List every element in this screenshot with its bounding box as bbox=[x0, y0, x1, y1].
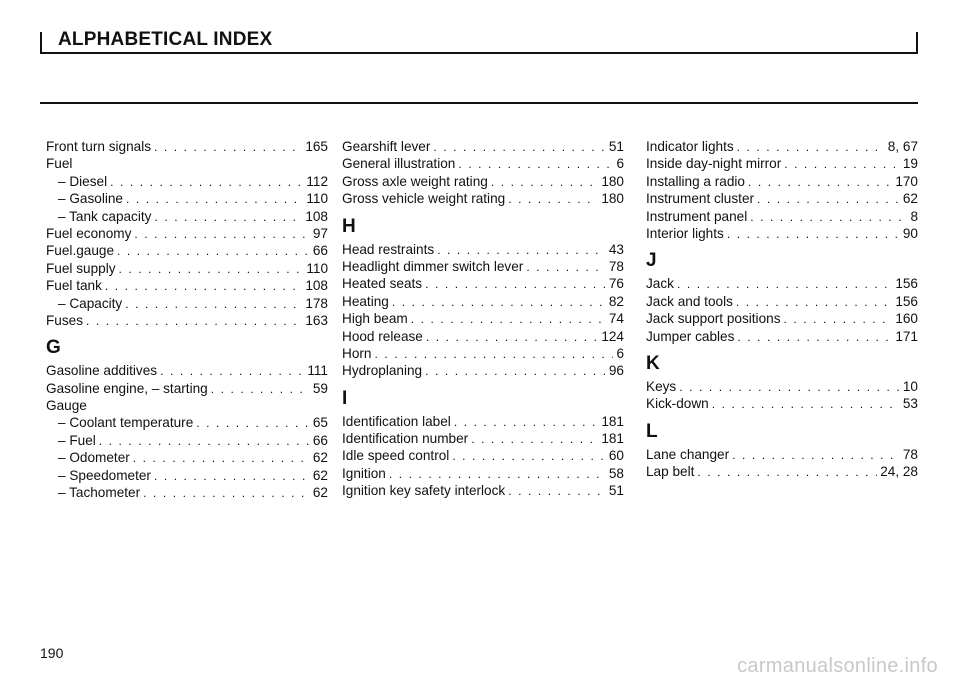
dot-leader bbox=[677, 276, 892, 293]
page-title: ALPHABETICAL INDEX bbox=[58, 29, 273, 50]
entry-page: 66 bbox=[312, 432, 328, 448]
entry-page: 8 bbox=[910, 208, 918, 224]
entry-page: 62 bbox=[312, 450, 328, 466]
index-column-1 bbox=[46, 138, 328, 501]
index-subentry bbox=[46, 295, 328, 312]
dot-leader bbox=[125, 296, 302, 313]
entry-page: 171 bbox=[895, 328, 918, 344]
entry-page: 6 bbox=[616, 345, 624, 361]
dot-leader bbox=[143, 485, 310, 502]
entry-page: 112 bbox=[306, 173, 328, 189]
dot-leader bbox=[526, 259, 606, 276]
index-entry bbox=[46, 242, 328, 259]
dot-leader bbox=[374, 346, 613, 363]
index-heading: Gauge bbox=[46, 398, 87, 414]
entry-page: 53 bbox=[902, 396, 918, 412]
entry-label: Fuel supply bbox=[46, 260, 116, 276]
index-subentry bbox=[46, 432, 328, 449]
entry-label: – Gasoline bbox=[58, 191, 123, 207]
dot-leader bbox=[732, 447, 900, 464]
entry-page: 111 bbox=[307, 363, 328, 379]
dot-leader bbox=[750, 209, 907, 226]
dot-leader bbox=[154, 139, 302, 156]
entry-page: 97 bbox=[312, 225, 328, 241]
dot-leader bbox=[712, 396, 900, 413]
entry-label: Idle speed control bbox=[342, 448, 450, 464]
entry-label: Instrument panel bbox=[646, 208, 748, 224]
entry-label: Heated seats bbox=[342, 276, 423, 292]
entry-page: 59 bbox=[312, 380, 328, 396]
entry-label: – Diesel bbox=[58, 173, 108, 189]
index-entry bbox=[342, 345, 624, 362]
entry-label: Ignition key safety interlock bbox=[342, 483, 506, 499]
entry-label: – Odometer bbox=[58, 450, 130, 466]
entry-page: 110 bbox=[306, 260, 328, 276]
entry-page: 8, 67 bbox=[887, 139, 918, 154]
entry-page: 19 bbox=[902, 156, 918, 172]
entry-page: 62 bbox=[902, 191, 918, 207]
index-entry bbox=[342, 447, 624, 464]
index-entry bbox=[646, 310, 918, 327]
index-subentry bbox=[46, 449, 328, 466]
entry-label: Horn bbox=[342, 345, 372, 361]
section-letter: G bbox=[46, 337, 61, 359]
entry-label: Installing a radio bbox=[646, 173, 745, 189]
dot-leader bbox=[154, 209, 302, 226]
index-column-3 bbox=[646, 138, 918, 480]
index-entry bbox=[646, 446, 918, 463]
dot-leader bbox=[154, 468, 310, 485]
entry-label: Jack support positions bbox=[646, 311, 781, 327]
dot-leader bbox=[117, 243, 310, 260]
entry-label: Head restraints bbox=[342, 241, 435, 257]
entry-page: 66 bbox=[312, 243, 328, 259]
index-entry bbox=[342, 362, 624, 379]
entry-label: Jumper cables bbox=[646, 328, 735, 344]
index-entry bbox=[342, 482, 624, 499]
entry-label: Hood release bbox=[342, 328, 423, 344]
entry-page: 180 bbox=[601, 191, 624, 207]
entry-page: 108 bbox=[305, 278, 328, 294]
entry-label: Ignition bbox=[342, 465, 386, 481]
entry-page: 124 bbox=[601, 328, 624, 344]
index-entry bbox=[646, 293, 918, 310]
dot-leader bbox=[126, 191, 303, 208]
entry-label: Keys bbox=[646, 378, 677, 394]
index-entry bbox=[342, 190, 624, 207]
dot-leader bbox=[105, 278, 302, 295]
section-letter: L bbox=[646, 420, 658, 442]
dot-leader bbox=[425, 276, 606, 293]
entry-label: Gearshift lever bbox=[342, 139, 431, 154]
entry-page: 180 bbox=[601, 173, 624, 189]
entry-label: Indicator lights bbox=[646, 139, 734, 154]
index-entry bbox=[646, 190, 918, 207]
dot-leader bbox=[508, 483, 606, 500]
entry-page: 181 bbox=[601, 413, 624, 429]
index-entry bbox=[646, 208, 918, 225]
dot-leader bbox=[471, 431, 598, 448]
index-entry bbox=[646, 275, 918, 292]
entry-page: 58 bbox=[608, 465, 624, 481]
index-entry bbox=[342, 328, 624, 345]
entry-page: 82 bbox=[608, 293, 624, 309]
entry-label: Gross axle weight rating bbox=[342, 173, 488, 189]
entry-label: Instrument cluster bbox=[646, 191, 755, 207]
dot-leader bbox=[454, 414, 598, 431]
entry-page: 108 bbox=[305, 208, 328, 224]
dot-leader bbox=[737, 329, 892, 346]
dot-leader bbox=[784, 156, 900, 173]
dot-leader bbox=[727, 226, 900, 243]
entry-page: 163 bbox=[305, 312, 328, 328]
index-entry bbox=[46, 277, 328, 294]
dot-leader bbox=[119, 261, 304, 278]
dot-leader bbox=[757, 191, 900, 208]
dot-leader bbox=[160, 363, 304, 380]
entry-label: Fuel economy bbox=[46, 225, 132, 241]
entry-page: 170 bbox=[895, 173, 918, 189]
dot-leader bbox=[411, 311, 606, 328]
entry-label: – Capacity bbox=[58, 295, 123, 311]
section-letter: J bbox=[646, 250, 657, 272]
dot-leader bbox=[508, 191, 598, 208]
entry-page: 62 bbox=[312, 485, 328, 501]
entry-page: 6 bbox=[616, 156, 624, 172]
dot-leader bbox=[425, 363, 606, 380]
entry-label: – Tank capacity bbox=[58, 208, 152, 224]
entry-label: Front turn signals bbox=[46, 139, 152, 154]
index-entry bbox=[342, 293, 624, 310]
entry-page: 74 bbox=[608, 311, 624, 327]
index-entry bbox=[646, 138, 918, 155]
dot-leader bbox=[196, 415, 310, 432]
index-entry bbox=[46, 380, 328, 397]
index-subentry bbox=[46, 467, 328, 484]
entry-label: Fuel tank bbox=[46, 278, 102, 294]
header-rule bbox=[40, 102, 918, 104]
entry-page: 156 bbox=[895, 276, 918, 292]
entry-label: Interior lights bbox=[646, 225, 724, 241]
index-entry bbox=[646, 463, 918, 480]
dot-leader bbox=[110, 174, 303, 191]
dot-leader bbox=[392, 294, 606, 311]
index-entry bbox=[46, 362, 328, 379]
index-entry bbox=[46, 225, 328, 242]
entry-label: – Fuel bbox=[58, 432, 96, 448]
entry-label: Jack bbox=[646, 276, 674, 292]
dot-leader bbox=[86, 313, 302, 330]
entry-label: – Tachometer bbox=[58, 485, 141, 501]
entry-page: 178 bbox=[305, 295, 328, 311]
index-entry bbox=[342, 413, 624, 430]
entry-page: 96 bbox=[608, 363, 624, 379]
index-subentry bbox=[46, 208, 328, 225]
index-entry bbox=[646, 155, 918, 172]
entry-label: Gasoline engine, – starting bbox=[46, 380, 208, 396]
entry-page: 181 bbox=[601, 431, 624, 447]
dot-leader bbox=[784, 311, 893, 328]
dot-leader bbox=[697, 464, 877, 481]
watermark: carmanualsonline.info bbox=[737, 655, 938, 677]
entry-page: 160 bbox=[895, 311, 918, 327]
entry-page: 110 bbox=[306, 191, 328, 207]
entry-label: Headlight dimmer switch lever bbox=[342, 258, 524, 274]
dot-leader bbox=[748, 174, 892, 191]
index-heading: Fuel bbox=[46, 156, 73, 172]
index-entry bbox=[342, 241, 624, 258]
index-entry bbox=[342, 465, 624, 482]
dot-leader bbox=[133, 450, 310, 467]
entry-page: 62 bbox=[312, 467, 328, 483]
entry-page: 90 bbox=[902, 225, 918, 241]
dot-leader bbox=[211, 381, 310, 398]
entry-label: General illustration bbox=[342, 156, 456, 172]
dot-leader bbox=[679, 379, 900, 396]
section-letter: K bbox=[646, 352, 660, 374]
entry-page: 24, 28 bbox=[880, 464, 918, 480]
index-entry bbox=[46, 312, 328, 329]
dot-leader bbox=[389, 466, 606, 483]
entry-page: 156 bbox=[895, 293, 918, 309]
index-entry bbox=[646, 225, 918, 242]
index-subentry bbox=[46, 173, 328, 190]
entry-page: 65 bbox=[312, 415, 328, 431]
index-entry bbox=[342, 258, 624, 275]
index-entry bbox=[646, 173, 918, 190]
index-entry bbox=[646, 328, 918, 345]
index-subentry bbox=[46, 190, 328, 207]
entry-label: Inside day-night mirror bbox=[646, 156, 782, 172]
entry-label: Gasoline additives bbox=[46, 363, 158, 379]
index-entry bbox=[342, 138, 624, 155]
dot-leader bbox=[134, 226, 309, 243]
dot-leader bbox=[426, 329, 598, 346]
dot-leader bbox=[433, 139, 605, 156]
entry-label: Lane changer bbox=[646, 446, 730, 462]
dot-leader bbox=[736, 294, 892, 311]
index-subentry bbox=[46, 414, 328, 431]
entry-label: Identification number bbox=[342, 431, 469, 447]
entry-page: 78 bbox=[902, 446, 918, 462]
entry-label: Gross vehicle weight rating bbox=[342, 191, 506, 207]
index-entry bbox=[342, 155, 624, 172]
dot-leader bbox=[737, 139, 885, 156]
entry-label: High beam bbox=[342, 311, 408, 327]
entry-label: – Speedometer bbox=[58, 467, 151, 483]
entry-label: Lap belt bbox=[646, 464, 695, 480]
index-subentry bbox=[46, 484, 328, 501]
title-box bbox=[40, 29, 918, 54]
index-entry bbox=[46, 138, 328, 155]
index-entry bbox=[46, 260, 328, 277]
dot-leader bbox=[99, 433, 310, 450]
dot-leader bbox=[458, 156, 613, 173]
entry-label: Hydroplaning bbox=[342, 363, 423, 379]
index-column-2 bbox=[342, 138, 624, 500]
entry-label: Identification label bbox=[342, 413, 451, 429]
page-number: 190 bbox=[40, 645, 64, 661]
index-entry bbox=[646, 395, 918, 412]
entry-label: Kick-down bbox=[646, 396, 709, 412]
index-entry bbox=[342, 430, 624, 447]
index-entry bbox=[646, 378, 918, 395]
index-entry bbox=[342, 310, 624, 327]
index-entry bbox=[342, 173, 624, 190]
entry-page: 165 bbox=[305, 139, 328, 154]
entry-label: Fuel.gauge bbox=[46, 243, 115, 259]
entry-page: 76 bbox=[608, 276, 624, 292]
entry-page: 10 bbox=[902, 378, 918, 394]
entry-page: 51 bbox=[608, 483, 624, 499]
entry-page: 60 bbox=[608, 448, 624, 464]
entry-label: Fuses bbox=[46, 312, 84, 328]
entry-label: Heating bbox=[342, 293, 389, 309]
entry-page: 43 bbox=[608, 241, 624, 257]
entry-label: Jack and tools bbox=[646, 293, 733, 309]
entry-page: 51 bbox=[608, 139, 624, 154]
section-letter: I bbox=[342, 387, 348, 409]
entry-label: – Coolant temperature bbox=[58, 415, 194, 431]
dot-leader bbox=[491, 174, 598, 191]
section-letter: H bbox=[342, 215, 356, 237]
entry-page: 78 bbox=[608, 258, 624, 274]
dot-leader bbox=[437, 242, 606, 259]
dot-leader bbox=[452, 448, 606, 465]
index-entry bbox=[342, 275, 624, 292]
